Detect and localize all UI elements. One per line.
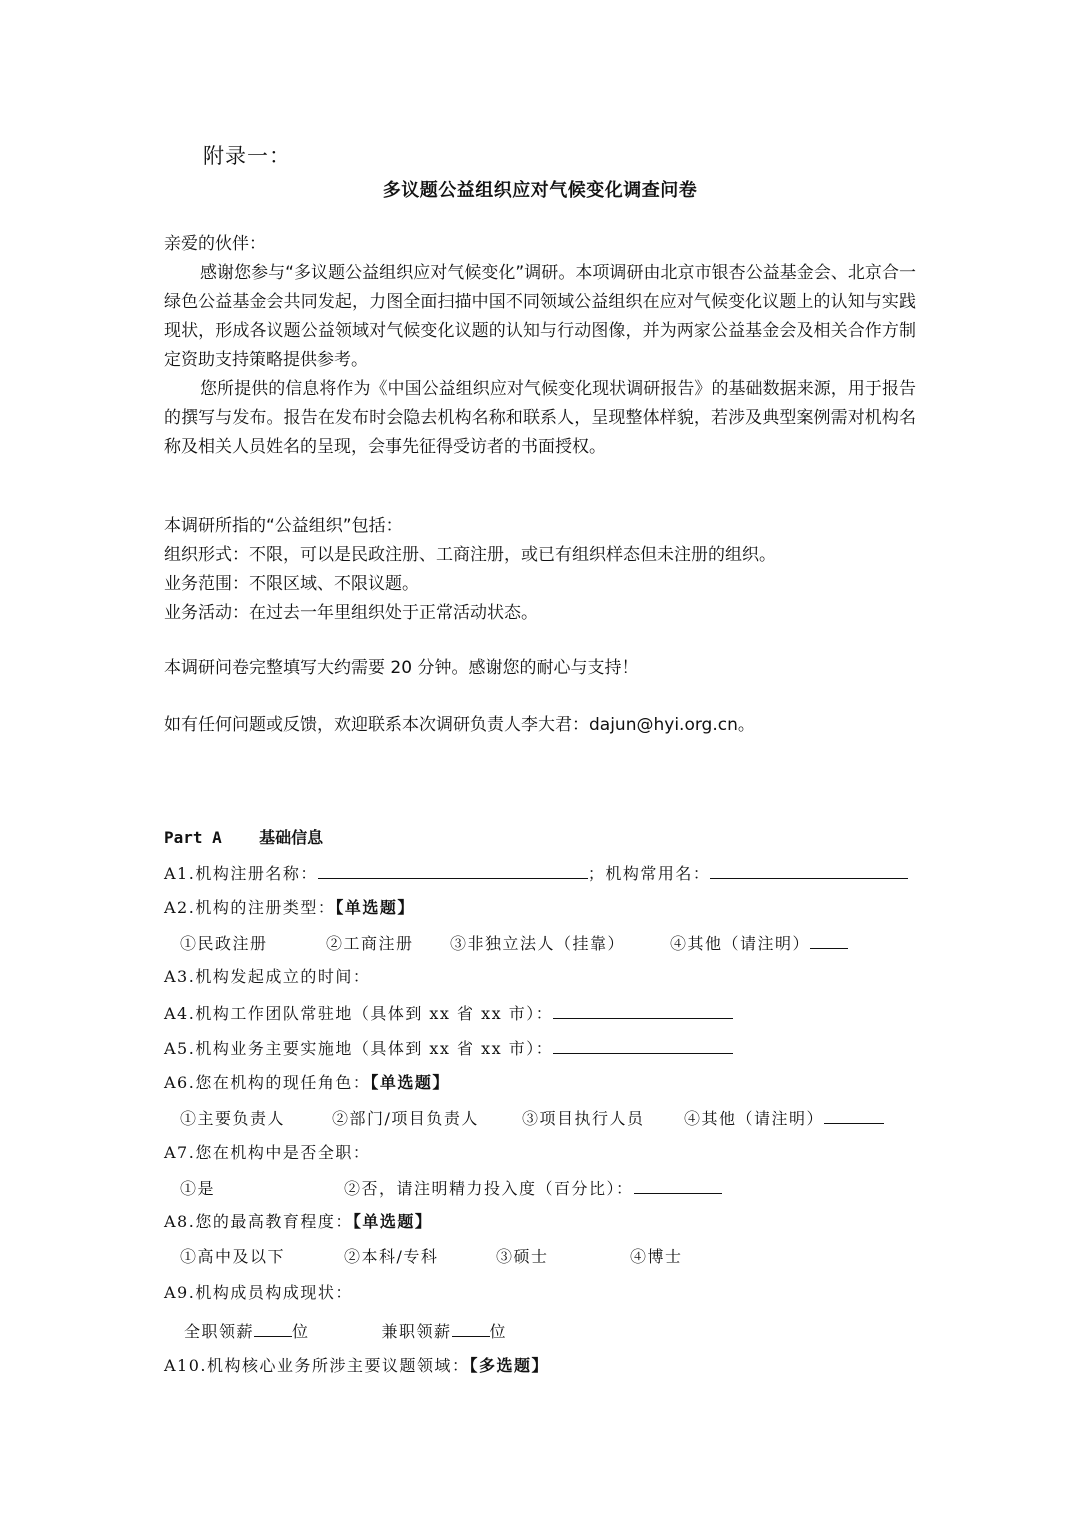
a2-option-1[interactable]: ①民政注册: [180, 934, 268, 953]
question-a3: A3.机构发起成立的时间：: [164, 967, 371, 986]
part-a-title: 基础信息: [259, 828, 324, 847]
a5-label: A5.机构业务主要实施地（具体到 xx 省 xx 市）：: [164, 1039, 554, 1058]
a1-common-name-blank[interactable]: [710, 860, 908, 879]
question-a1: [164, 860, 908, 887]
definition-intro: 本调研所指的“公益组织”包括：: [164, 516, 403, 536]
page-title: 多议题公益组织应对气候变化调查问卷: [382, 180, 698, 201]
question-a4: [164, 1000, 733, 1027]
a8-tag: 【单选题】: [352, 1212, 433, 1231]
definition-activity: 业务活动：在过去一年里组织处于正常活动状态。: [164, 603, 538, 623]
question-a5: [164, 1035, 733, 1062]
a8-option-4[interactable]: ④博士: [630, 1247, 683, 1266]
a6-label: A6.您在机构的现任角色：: [164, 1073, 371, 1092]
a1-registered-name-label: A1.机构注册名称：: [164, 864, 318, 883]
a8-label: A8.您的最高教育程度：: [164, 1212, 353, 1231]
greeting: 亲爱的伙伴：: [164, 234, 266, 254]
a9-member-counts: [184, 1318, 507, 1345]
intro-paragraph-2: 您所提供的信息将作为《中国公益组织应对气候变化现状调研报告》的基础数据来源，用于报告的撰写与发布。报告在发布时会隐去机构名称和联系人，呈现整体样貌，若涉及典型案例需对机构名称及相关人员姓名的呈现，会事先征得受访者的书面授权。: [164, 379, 916, 457]
a2-option-3[interactable]: ③非独立法人（挂靠）: [450, 934, 626, 953]
a5-blank[interactable]: [553, 1035, 733, 1054]
a9-parttime-unit: 位: [489, 1322, 508, 1341]
part-a-heading: [164, 825, 323, 848]
a10-tag: 【多选题】: [469, 1356, 550, 1375]
a6-option-1[interactable]: ①主要负责人: [180, 1109, 286, 1128]
a6-option-2[interactable]: ②部门/项目负责人: [332, 1109, 479, 1128]
question-a2: [164, 895, 415, 921]
a7-option-2[interactable]: ②否，请注明精力投入度（百分比）：: [344, 1179, 634, 1198]
a8-options: [180, 1244, 683, 1270]
a2-other-blank[interactable]: [810, 930, 848, 949]
a6-tag: 【单选题】: [370, 1073, 450, 1092]
question-a9: A9.机构成员构成现状：: [164, 1283, 353, 1302]
intro-paragraph-1: 感谢您参与“多议题公益组织应对气候变化”调研。本项调研由北京市银杏公益基金会、北京合一绿色公益基金会共同发起，力图全面扫描中国不同领域公益组织在应对气候变化议题上的认知与实践现状，形成各议题公益领域对气候变化议题的认知与行动图像，并为两家公益基金会及相关合作方制定资助支持策略提供参考。: [164, 263, 916, 370]
a1-common-name-label: ；机构常用名：: [587, 864, 711, 883]
a2-option-4[interactable]: ④其他（请注明）: [670, 934, 811, 953]
definition-form: 组织形式：不限，可以是民政注册、工商注册，或已有组织样态但未注册的组织。: [164, 545, 776, 565]
question-a8: [164, 1209, 432, 1235]
a2-option-2[interactable]: ②工商注册: [326, 934, 414, 953]
definition-scope: 业务范围：不限区域、不限议题。: [164, 574, 419, 594]
a2-tag: 【单选题】: [335, 898, 415, 917]
contact-note: 如有任何问题或反馈，欢迎联系本次调研负责人李大君：dajun@hyi.org.cn。: [164, 715, 755, 735]
a6-options: [180, 1105, 884, 1132]
a10-label: A10.机构核心业务所涉主要议题领域：: [164, 1356, 470, 1375]
a2-options: [180, 930, 848, 957]
a9-parttime-label: 兼职领薪: [381, 1322, 452, 1341]
a7-option-1[interactable]: ①是: [180, 1179, 216, 1198]
part-a-label: Part A: [164, 828, 222, 847]
a9-fulltime-blank[interactable]: [254, 1318, 292, 1337]
a6-other-blank[interactable]: [824, 1105, 884, 1124]
question-a6: [164, 1070, 450, 1096]
a8-option-1[interactable]: ①高中及以下: [180, 1247, 286, 1266]
a8-option-2[interactable]: ②本科/专科: [344, 1247, 439, 1266]
a9-fulltime-unit: 位: [292, 1322, 310, 1341]
a8-option-3[interactable]: ③硕士: [496, 1247, 549, 1266]
time-note: 本调研问卷完整填写大约需要 20 分钟。感谢您的耐心与支持！: [164, 658, 639, 678]
a4-label: A4.机构工作团队常驻地（具体到 xx 省 xx 市）：: [164, 1004, 554, 1023]
a6-option-3[interactable]: ③项目执行人员: [522, 1109, 645, 1128]
question-a7: A7.您在机构中是否全职：: [164, 1143, 371, 1162]
a7-percentage-blank[interactable]: [634, 1175, 722, 1194]
question-a10: [164, 1353, 549, 1379]
a4-blank[interactable]: [553, 1000, 733, 1019]
a7-options: [180, 1175, 722, 1202]
a2-label: A2.机构的注册类型：: [164, 898, 336, 917]
intro-section: [164, 230, 916, 462]
appendix-label: 附录一：: [203, 144, 291, 168]
a6-option-4[interactable]: ④其他（请注明）: [684, 1109, 825, 1128]
a9-parttime-blank[interactable]: [452, 1318, 490, 1337]
a1-registered-name-blank[interactable]: [318, 860, 588, 879]
a9-fulltime-label: 全职领薪: [184, 1322, 255, 1341]
